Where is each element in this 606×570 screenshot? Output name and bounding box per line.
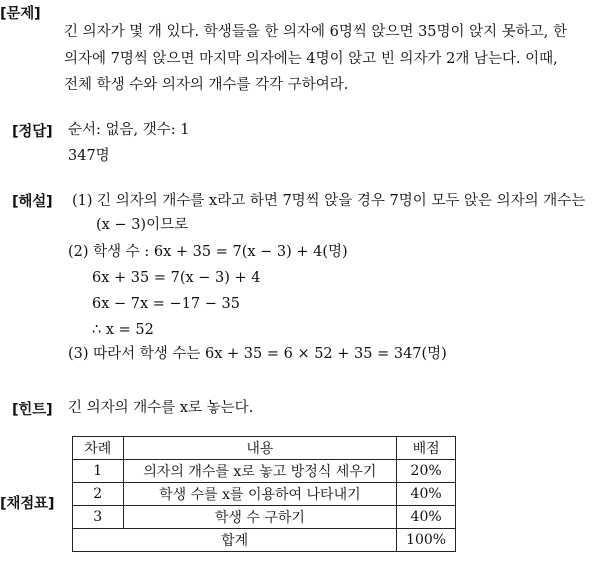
rubric-header-content: 내용 [123, 437, 397, 460]
rubric-row-content: 의자의 개수를 x로 놓고 방정식 세우기 [123, 460, 397, 483]
rubric-row-content: 학생 수 구하기 [123, 506, 397, 529]
rubric-row-no: 2 [73, 483, 124, 506]
rubric-header-row [73, 437, 456, 460]
rubric-total-label: 합계 [73, 529, 397, 552]
rubric-row-content: 학생 수를 x를 이용하여 나타내기 [123, 483, 397, 506]
rubric-row-no: 3 [73, 506, 124, 529]
answer-line-2: 347명 [68, 148, 110, 164]
rubric-row [73, 460, 456, 483]
rubric-row-score: 40% [397, 483, 456, 506]
explanation-line-5: 6x − 7x = −17 − 35 [92, 296, 240, 312]
rubric-row-score: 40% [397, 506, 456, 529]
rubric-row-score: 20% [397, 460, 456, 483]
rubric-row-no: 1 [73, 460, 124, 483]
problem-line-2: 의자에 7명씩 앉으면 마지막 의자에는 4명이 앉고 빈 의자가 2개 남는다. 이때, [64, 51, 558, 67]
rubric-header-no: 차례 [73, 437, 124, 460]
explanation-line-7: (3) 따라서 학생 수는 6x + 35 = 6 × 52 + 35 = 347(명) [68, 346, 447, 362]
explanation-line-1: (1) 긴 의자의 개수를 x라고 하면 7명씩 앉을 경우 7명이 모두 앉은 의자의 개수는 [72, 193, 586, 209]
explanation-line-6: ∴ x = 52 [92, 322, 154, 338]
rubric-header-score: 배점 [397, 437, 456, 460]
problem-label: [문제] [0, 6, 41, 22]
hint-text: 긴 의자의 개수를 x로 놓는다. [68, 400, 254, 416]
explanation-line-2: (x − 3)이므로 [96, 217, 189, 233]
hint-label: [힌트] [12, 402, 53, 418]
rubric-total-row [73, 529, 456, 552]
rubric-label: [채점표] [0, 496, 55, 512]
problem-line-3: 전체 학생 수와 의자의 개수를 각각 구하여라. [64, 77, 349, 93]
rubric-row [73, 483, 456, 506]
explanation-line-3: (2) 학생 수 : 6x + 35 = 7(x − 3) + 4(명) [68, 244, 348, 260]
answer-label: [정답] [12, 124, 53, 140]
explanation-label: [해설] [12, 194, 53, 210]
rubric-total-score: 100% [397, 529, 456, 552]
rubric-table [72, 436, 456, 552]
explanation-line-4: 6x + 35 = 7(x − 3) + 4 [92, 270, 261, 286]
rubric-row [73, 506, 456, 529]
problem-line-1: 긴 의자가 몇 개 있다. 학생들을 한 의자에 6명씩 앉으면 35명이 앉지 못하고, 한 [64, 24, 568, 40]
answer-line-1: 순서: 없음, 갯수: 1 [68, 122, 190, 138]
